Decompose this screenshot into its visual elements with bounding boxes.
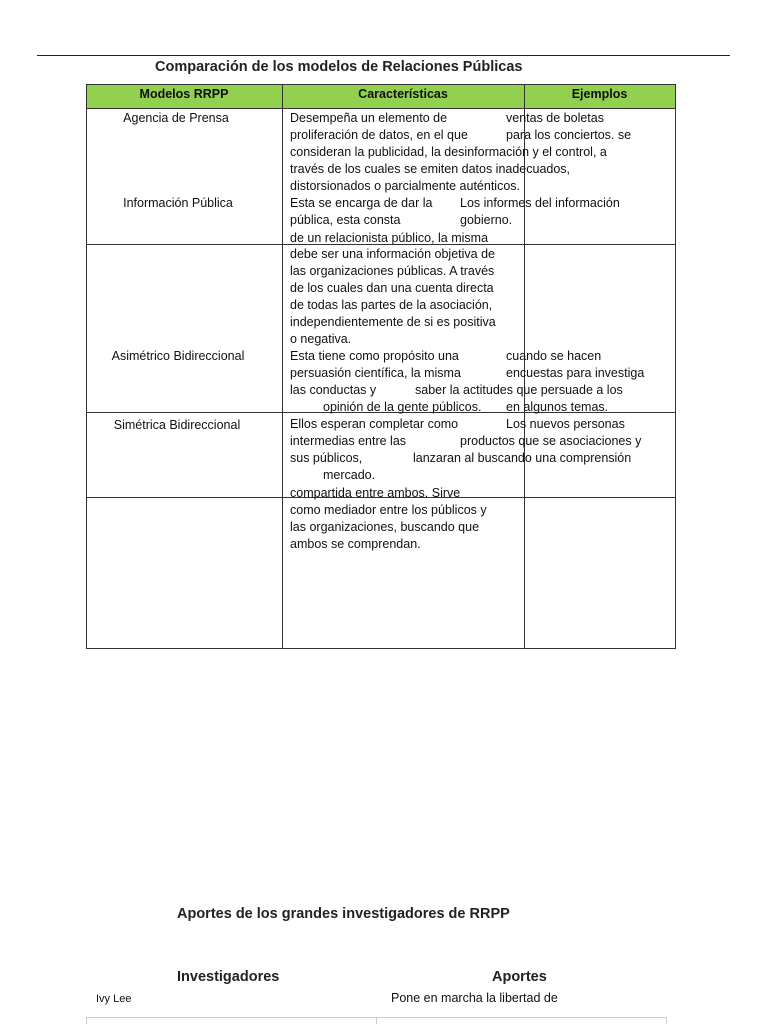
header-caracteristicas: Características (358, 87, 448, 101)
example-line: lanzaran al buscando una comprensión (413, 451, 632, 465)
document-title: Comparación de los modelos de Relaciones Públicas (155, 59, 523, 75)
model-agencia-prensa: Agencia de Prensa (123, 111, 229, 125)
model-asimetrico: Asimétrico Bidireccional (111, 349, 245, 363)
char-line: las organizaciones públicas. A través (290, 264, 495, 278)
top-rule (37, 55, 730, 56)
char-line: distorsionados o parcialmente auténticos. (290, 179, 520, 193)
char-line: Esta tiene como propósito una (290, 349, 459, 363)
table-border-left (86, 84, 87, 649)
model-simetrica: Simétrica Bidireccional (113, 418, 241, 432)
example-line: para los conciertos. se (506, 128, 632, 142)
example-line: Los nuevos personas (506, 417, 625, 431)
example-line: encuestas para investiga (506, 366, 645, 380)
char-line: compartida entre ambos. Sirve (290, 486, 461, 500)
section-title: Aportes de los grandes investigadores de RRPP (177, 906, 510, 922)
char-line: o negativa. (290, 332, 352, 346)
investigator-contribution: Pone en marcha la libertad de (391, 991, 558, 1005)
char-line: Desempeña un elemento de (290, 111, 448, 125)
char-line: pública, esta consta (290, 213, 401, 227)
char-line: proliferación de datos, en el que (290, 128, 468, 142)
example-line: ventas de boletas (506, 111, 604, 125)
example-line: saber la actitudes que persuade a los (415, 383, 623, 397)
second-table-divider (376, 1017, 377, 1024)
example-line: cuando se hacen (506, 349, 602, 363)
char-line: ambos se comprendan. (290, 537, 421, 551)
char-line: consideran la publicidad, la desinformación y el control, a (290, 145, 607, 159)
table-divider-1 (282, 84, 283, 649)
char-line: de todas las partes de la asociación, (290, 298, 493, 312)
char-line: Esta se encarga de dar la (290, 196, 433, 210)
char-line: debe ser una información objetiva de (290, 247, 495, 261)
col-header-investigadores: Investigadores (177, 969, 280, 985)
char-line: opinión de la gente públicos. (323, 400, 482, 414)
char-line: sus públicos, (290, 451, 363, 465)
example-line: productos que se asociaciones y (460, 434, 642, 448)
table-border-right (675, 84, 676, 649)
char-line: las conductas y (290, 383, 377, 397)
char-line: mercado. (323, 468, 376, 482)
char-line: de un relacionista público, la misma (290, 231, 489, 245)
char-line: de los cuales dan una cuenta directa (290, 281, 494, 295)
col-header-aportes: Aportes (492, 969, 547, 985)
investigator-name: Ivy Lee (96, 993, 132, 1005)
header-ejemplos: Ejemplos (571, 87, 628, 101)
header-modelos: Modelos RRPP (139, 87, 229, 101)
char-line: independientemente de si es positiva (290, 315, 496, 329)
char-line: través de los cuales se emiten datos inadecuados, (290, 162, 571, 176)
char-line: las organizaciones, buscando que (290, 520, 480, 534)
example-line: gobierno. (460, 213, 513, 227)
char-line: persuasión científica, la misma (290, 366, 461, 380)
example-line: Los informes del información (460, 196, 620, 210)
example-line: en algunos temas. (506, 400, 609, 414)
table-border-bottom (86, 648, 676, 649)
char-line: como mediador entre los públicos y (290, 503, 487, 517)
char-line: Ellos esperan completar como (290, 417, 459, 431)
char-line: intermedias entre las (290, 434, 407, 448)
model-informacion-publica: Información Pública (123, 196, 233, 210)
